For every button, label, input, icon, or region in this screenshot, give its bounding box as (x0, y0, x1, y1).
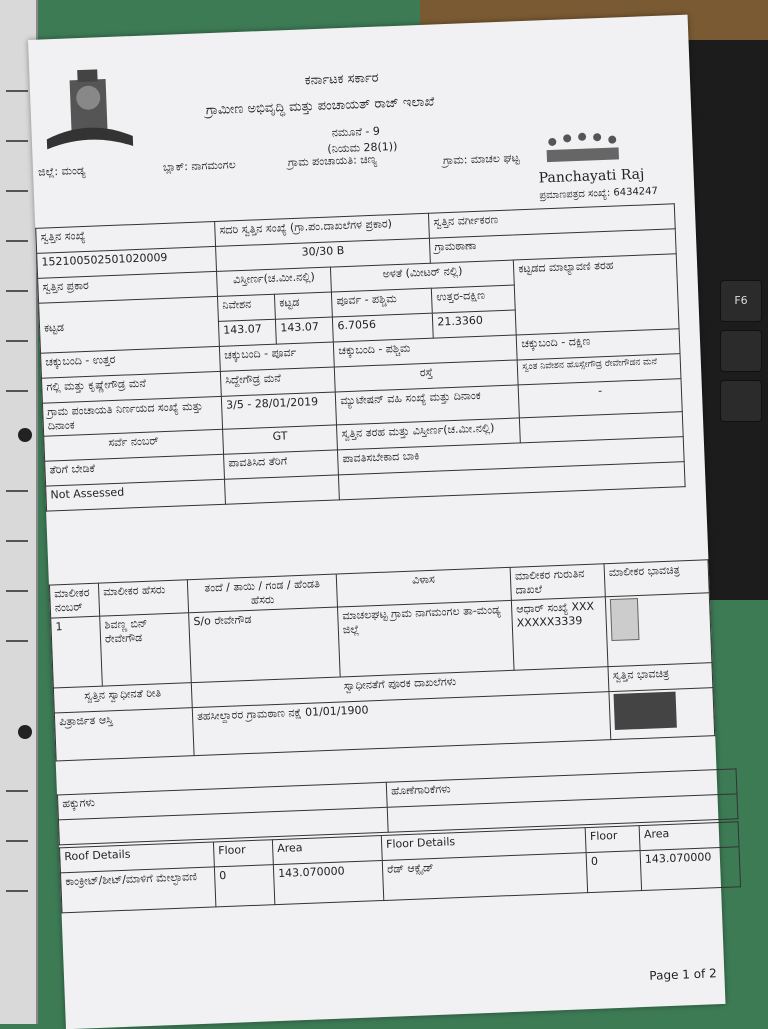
binder-line (6, 190, 28, 192)
roof-area-label: Area (272, 836, 382, 865)
north-south-value: 21.3360 (433, 310, 517, 338)
site-label: ನಿವೇಶನ (217, 294, 275, 321)
certificate-number: ಪ್ರಮಾಣಪತ್ರದ ಸಂಖ್ಯೆ: 6434247 (539, 185, 659, 202)
property-photo (614, 692, 677, 730)
owner-photo-cell (605, 593, 712, 667)
gram-panchayat: ಗ್ರಾಮ ಪಂಚಾಯತಿ: ಚಿಣ್ಯ (287, 152, 378, 170)
floor-details-title: Floor Details (381, 828, 586, 861)
form-number: ನಮೂನೆ - 9 (331, 124, 381, 140)
owner-table (49, 559, 715, 761)
binder-line (6, 890, 28, 892)
punch-hole (18, 428, 32, 442)
district: ಜಿಲ್ಲೆ: ಮಂಡ್ಯ (37, 163, 86, 179)
owner-no-label: ಮಾಲೀಕರ ನಂಬರ್ (49, 583, 99, 618)
binder-line (6, 790, 28, 792)
owner-name-value: ಶಿವಣ್ಣ ಬಿನ್ ರೇವೇಗೌಡ (100, 613, 192, 686)
acquisition-docs-value: ತಹಸೀಲ್ದಾರರ ಗ್ರಾಮಠಾಣ ನಕ್ಷೆ 01/01/1900 (192, 692, 611, 756)
owner-photo-label: ಮಾಲೀಕರ ಭಾವಚಿತ್ರ (604, 560, 709, 597)
owner-no-value: 1 (51, 616, 103, 688)
roof-details-title: Roof Details (60, 842, 215, 873)
survey-label: ಸರ್ವೆ ನಂಬರ್ (44, 429, 224, 461)
mutation-label: ಮ್ಯುಟೇಷನ್ ವಹಿ ಸಂಖ್ಯೆ ಮತ್ತು ದಿನಾಂಕ (336, 385, 520, 425)
tax-demand-value: Not Assessed (46, 479, 226, 511)
floor-area-value: 143.070000 (640, 847, 740, 891)
binder-line (6, 90, 28, 92)
key-f6: F6 (720, 280, 762, 322)
north-boundary-value: ಗಲ್ಲಿ ಮತ್ತು ಕೃಷ್ಣೇಗೌಡ್ರ ಮನೆ (41, 371, 221, 403)
panchayati-raj-text: Panchayati Raj (538, 166, 645, 187)
binder-line (6, 340, 28, 342)
owner-photo (610, 598, 640, 641)
east-boundary-label: ಚಕ್ಕುಬಂದಿ - ಪೂರ್ವ (219, 342, 334, 371)
owner-name-label: ಮಾಲೀಕರ ಹೆಸರು (98, 580, 188, 616)
floor-area-label: Area (639, 822, 739, 851)
binder-line (6, 590, 28, 592)
relation-label: ತಂದೆ / ತಾಯಿ / ಗಂಡ / ಹೆಂಡತಿ ಹೆಸರು (187, 574, 337, 613)
tax-paid-value (225, 475, 340, 504)
roof-floor-value: 0 (214, 865, 274, 907)
village: ಗ್ರಾಮ: ಮಾಚಲ ಘಟ್ಟ (442, 151, 520, 168)
key (720, 330, 762, 372)
east-boundary-value: ಸಿದ್ದೇಗೌಡ್ರ ಮನೆ (220, 367, 335, 396)
east-west-label: ಪೂರ್ವ - ಪಶ್ಚಿಮ (332, 288, 433, 317)
dimension-label: ಅಳತೆ (ಮೀಟರ್ ನಲ್ಲಿ) (331, 260, 515, 292)
classification-label: ಸ್ವತ್ತಿನ ವರ್ಗೀಕರಣ (429, 204, 676, 238)
north-south-label: ಉತ್ತರ-ದಕ್ಷಿಣ (432, 285, 516, 313)
binder-line (6, 390, 28, 392)
sadari-value: 30/30 B (216, 238, 431, 271)
mutation-value: - (518, 379, 682, 418)
punch-hole (18, 725, 32, 739)
property-photo-label: ಸ್ವತ್ತಿನ ಭಾವಚಿತ್ರ (608, 663, 713, 692)
liabilities-label: ಹೊಣೆಗಾರಿಕೆಗಳು (386, 769, 737, 807)
acquisition-docs-label: ಸ್ವಾಧೀನತೆಗೆ ಪೂರಕ ದಾಖಲೆಗಳು (191, 667, 609, 708)
classification-value: ಗ್ರಾಮಠಾಣಾ (430, 229, 677, 263)
key (720, 380, 762, 422)
property-type-value: ಕಟ್ಟಡ (39, 296, 220, 353)
site-area-value: 143.07 (218, 319, 276, 346)
building-area-value: 143.07 (276, 317, 334, 344)
type-area-label: ಸ್ವತ್ತಿನ ತರಹ ಮತ್ತು ವಿಸ್ತೀರ್ಣ(ಚ.ಮೀ.ನಲ್ಲಿ) (337, 418, 521, 450)
east-west-value: 6.7056 (333, 313, 434, 342)
binder-line (6, 290, 28, 292)
address-value: ಮಾಚಲಘಟ್ಟ ಗ್ರಾಮ ನಾಗಮಂಗಲ ತಾ-ಮಂಡ್ಯ ಜಿಲ್ಲೆ (337, 600, 514, 677)
west-boundary-value: ರಸ್ತೆ (335, 360, 519, 392)
binder-line (6, 140, 28, 142)
property-id-value: 152100502501020009 (37, 246, 217, 278)
property-photo-cell (609, 688, 715, 740)
resolution-label: ಗ್ರಾಮ ಪಂಚಾಯತಿ ನಿರ್ಣಯದ ಸಂಖ್ಯೆ ಮತ್ತು ದಿನಾಂಕ (42, 396, 222, 436)
building-type-label: ಕಟ್ಟಡದ ಮಾಲ್ಯಾವಣಿ ತರಹ (514, 254, 679, 335)
id-document-label: ಮಾಲೀಕರ ಗುರುತಿನ ದಾಖಲೆ (510, 564, 605, 601)
west-boundary-label: ಚಕ್ಕುಬಂದಿ - ಪಶ್ಚಿಮ (334, 335, 518, 367)
binder-line (6, 640, 28, 642)
south-boundary-label: ಚಕ್ಕುಬಂದಿ - ದಕ್ಷಿಣ (517, 329, 681, 360)
rule-number: (ನಿಯಮ 28(1)) (327, 139, 398, 156)
south-boundary-value: ಸ್ವಂತ ನಿವೇಶನ ಹೊಸ್ಸೇಗೌಡ್ರ ರೇವೇಗೌಡನ ಮನೆ (517, 354, 681, 385)
address-label: ವಿಳಾಸ (336, 567, 511, 607)
tax-due-label: ಪಾವತಿಸಬೇಕಾದ ಬಾಕಿ (338, 437, 684, 475)
roof-type-value: ಕಾಂಕ್ರೀಟ್/ಶೀಟ್/ಮಾಳಿಗೆ ಮೇಲ್ಛಾವಣಿ (60, 867, 215, 913)
binder-line (6, 840, 28, 842)
floor-floor-value: 0 (586, 851, 641, 893)
binder-line (6, 490, 28, 492)
block: ಬ್ಲಾಕ್: ನಾಗಮಂಗಲ (162, 158, 236, 174)
property-table (35, 203, 685, 511)
building-label: ಕಟ್ಟಡ (275, 292, 333, 319)
survey-value: GT (223, 425, 338, 454)
area-label: ವಿಸ್ತೀರ್ಣ(ಚ.ಮೀ.ನಲ್ಲಿ) (217, 267, 332, 296)
roof-floor-label: Floor (213, 840, 273, 867)
resolution-value: 3/5 - 28/01/2019 (221, 392, 336, 429)
floor-floor-label: Floor (585, 826, 640, 853)
binder-line (6, 540, 28, 542)
karnataka-emblem-icon (39, 66, 138, 162)
tax-paid-label: ಪಾವತಿಸಿದ ತೆರಿಗೆ (224, 450, 339, 479)
binder-line (6, 240, 28, 242)
acquisition-mode-value: ಪಿತ್ರಾರ್ಜಿತ ಆಸ್ತಿ (54, 708, 194, 761)
relation-value: S/o ರೇವೇಗೌಡ (189, 607, 341, 683)
header-state: ಕರ್ನಾಟಕ ಸರ್ಕಾರ (304, 70, 379, 89)
tax-demand-label: ತೆರಿಗೆ ಬೇಡಿಕೆ (45, 454, 225, 486)
rights-label: ಹಕ್ಕುಗಳು (58, 782, 388, 820)
sadari-label: ಸದರಿ ಸ್ವತ್ತಿನ ಸಂಖ್ಯೆ (ಗ್ರಾ.ಪಂ.ದಾಖಲೆಗಳ ಪ್ರಕಾರ) (215, 213, 430, 246)
north-boundary-label: ಚಕ್ಕುಬಂದಿ - ಉತ್ತರ (41, 346, 221, 378)
roof-area-value: 143.070000 (273, 861, 383, 905)
floor-type-value: ರೆಡ್ ಆಕ್ಸೈಡ್ (382, 853, 587, 901)
document-page (28, 15, 726, 1029)
page-number: Page 1 of 2 (649, 966, 717, 983)
id-document-value: ಆಧಾರ್ ಸಂಖ್ಯೆ XXXXXXXX3339 (511, 597, 608, 671)
property-type-label: ಸ್ವತ್ತಿನ ಪ್ರಕಾರ (38, 271, 218, 303)
acquisition-mode-label: ಸ್ವತ್ತಿನ ಸ್ವಾಧೀನತೆ ರೀತಿ (53, 683, 192, 713)
header-department: ಗ್ರಾಮೀಣ ಅಭಿವೃದ್ಧಿ ಮತ್ತು ಪಂಚಾಯತ್ ರಾಜ್ ಇಲಾಖೆ (205, 94, 435, 119)
property-id-label: ಸ್ವತ್ತಿನ ಸಂಖ್ಯೆ (36, 221, 216, 253)
